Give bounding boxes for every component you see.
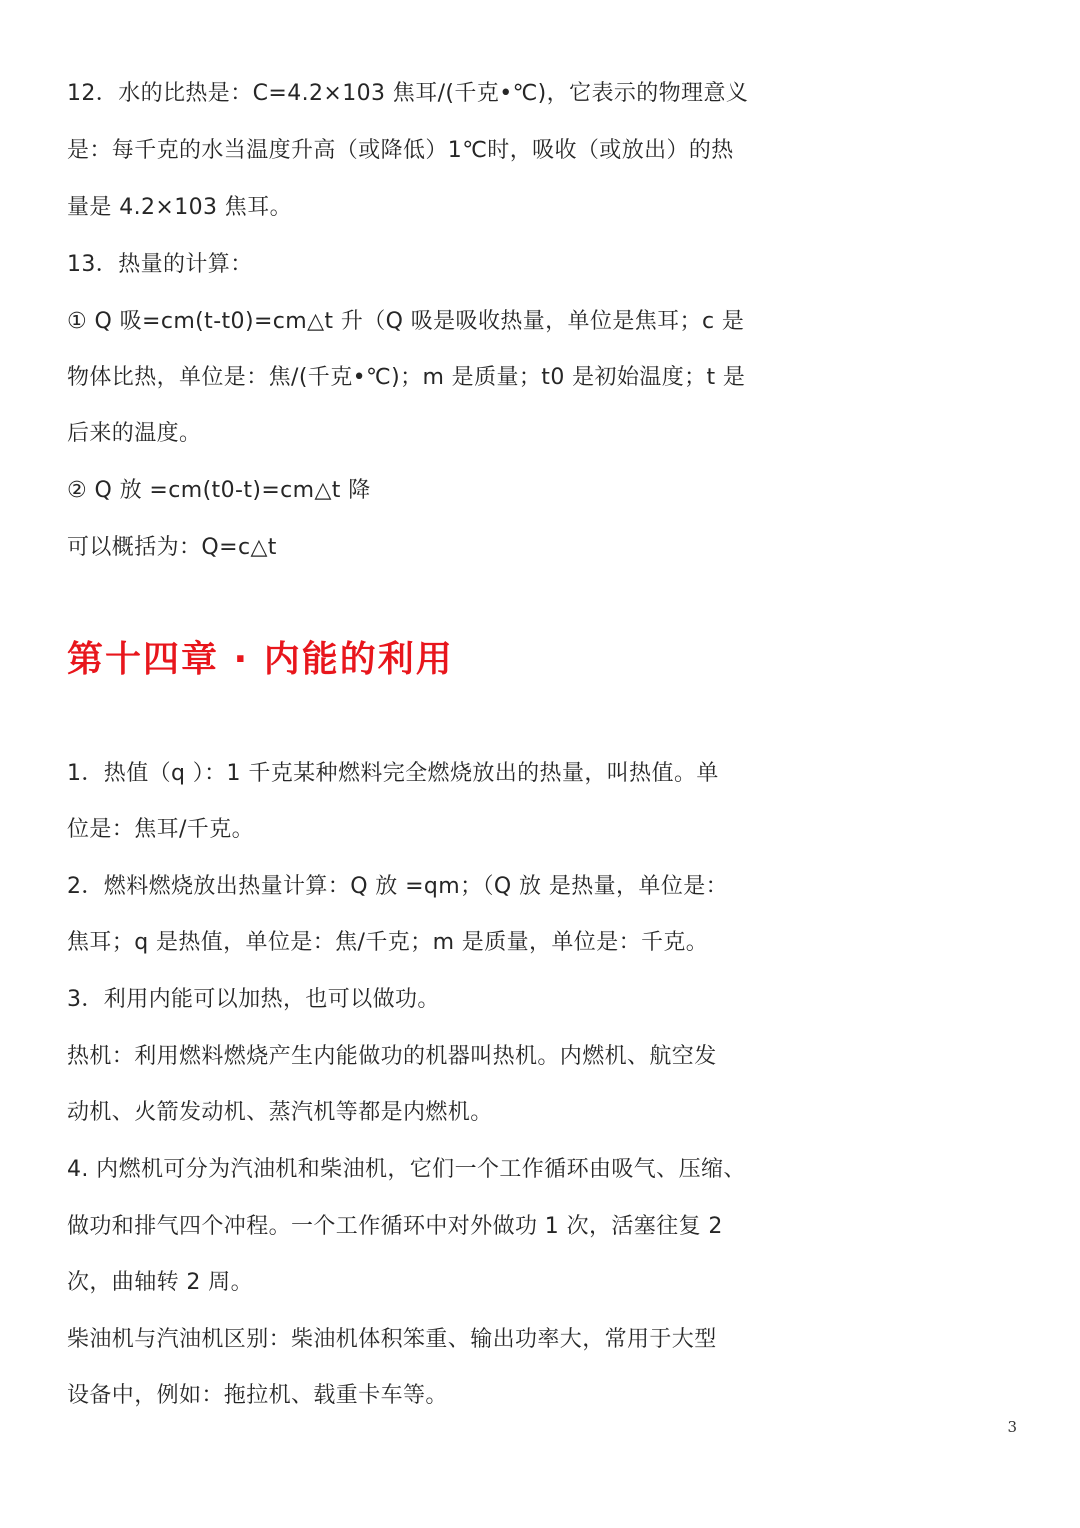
- paragraph-line: ② Q 放 =cm(t0-t)=cm△t 降: [67, 478, 371, 503]
- paragraph-line: 位是：焦耳/千克。: [67, 817, 255, 842]
- paragraph-line: 1．热值（q ）：1 千克某种燃料完全燃烧放出的热量，叫热值。单: [67, 761, 719, 786]
- chapter-heading: 第十四章 · 内能的利用: [67, 639, 454, 680]
- paragraph-line: 焦耳；q 是热值，单位是：焦/千克；m 是质量，单位是：千克。: [67, 930, 709, 955]
- paragraph-line: 做功和排气四个冲程。一个工作循环中对外做功 1 次，活塞往复 2: [67, 1214, 723, 1239]
- paragraph-line: 物体比热，单位是：焦/(千克•℃)；m 是质量；t0 是初始温度；t 是: [67, 365, 746, 390]
- paragraph-line: 次，曲轴转 2 周。: [67, 1270, 253, 1295]
- paragraph-line: 设备中，例如：拖拉机、载重卡车等。: [67, 1383, 448, 1408]
- paragraph-line: 量是 4.2×103 焦耳。: [67, 195, 292, 220]
- paragraph-line: 是：每千克的水当温度升高（或降低）1℃时，吸收（或放出）的热: [67, 138, 734, 163]
- paragraph-line: 2．燃料燃烧放出热量计算：Q 放 =qm；（Q 放 是热量，单位是：: [67, 874, 729, 899]
- paragraph-line: 13．热量的计算：: [67, 252, 253, 277]
- paragraph-line: 热机：利用燃料燃烧产生内能做功的机器叫热机。内燃机、航空发: [67, 1044, 717, 1069]
- paragraph-line: 4. 内燃机可分为汽油机和柴油机，它们一个工作循环由吸气、压缩、: [67, 1157, 746, 1182]
- paragraph-line: 后来的温度。: [67, 421, 202, 446]
- paragraph-line: 动机、火箭发动机、蒸汽机等都是内燃机。: [67, 1100, 493, 1125]
- paragraph-line: ① Q 吸=cm(t-t0)=cm△t 升（Q 吸是吸收热量，单位是焦耳；c 是: [67, 309, 745, 334]
- page-number: 3: [1007, 1418, 1017, 1436]
- paragraph-line: 柴油机与汽油机区别：柴油机体积笨重、输出功率大，常用于大型: [67, 1327, 717, 1352]
- paragraph-line: 12．水的比热是：C=4.2×103 焦耳/(千克•℃)，它表示的物理意义: [67, 81, 749, 106]
- paragraph-line: 3．利用内能可以加热，也可以做功。: [67, 987, 440, 1012]
- paragraph-line: 可以概括为：Q=c△t: [67, 535, 277, 560]
